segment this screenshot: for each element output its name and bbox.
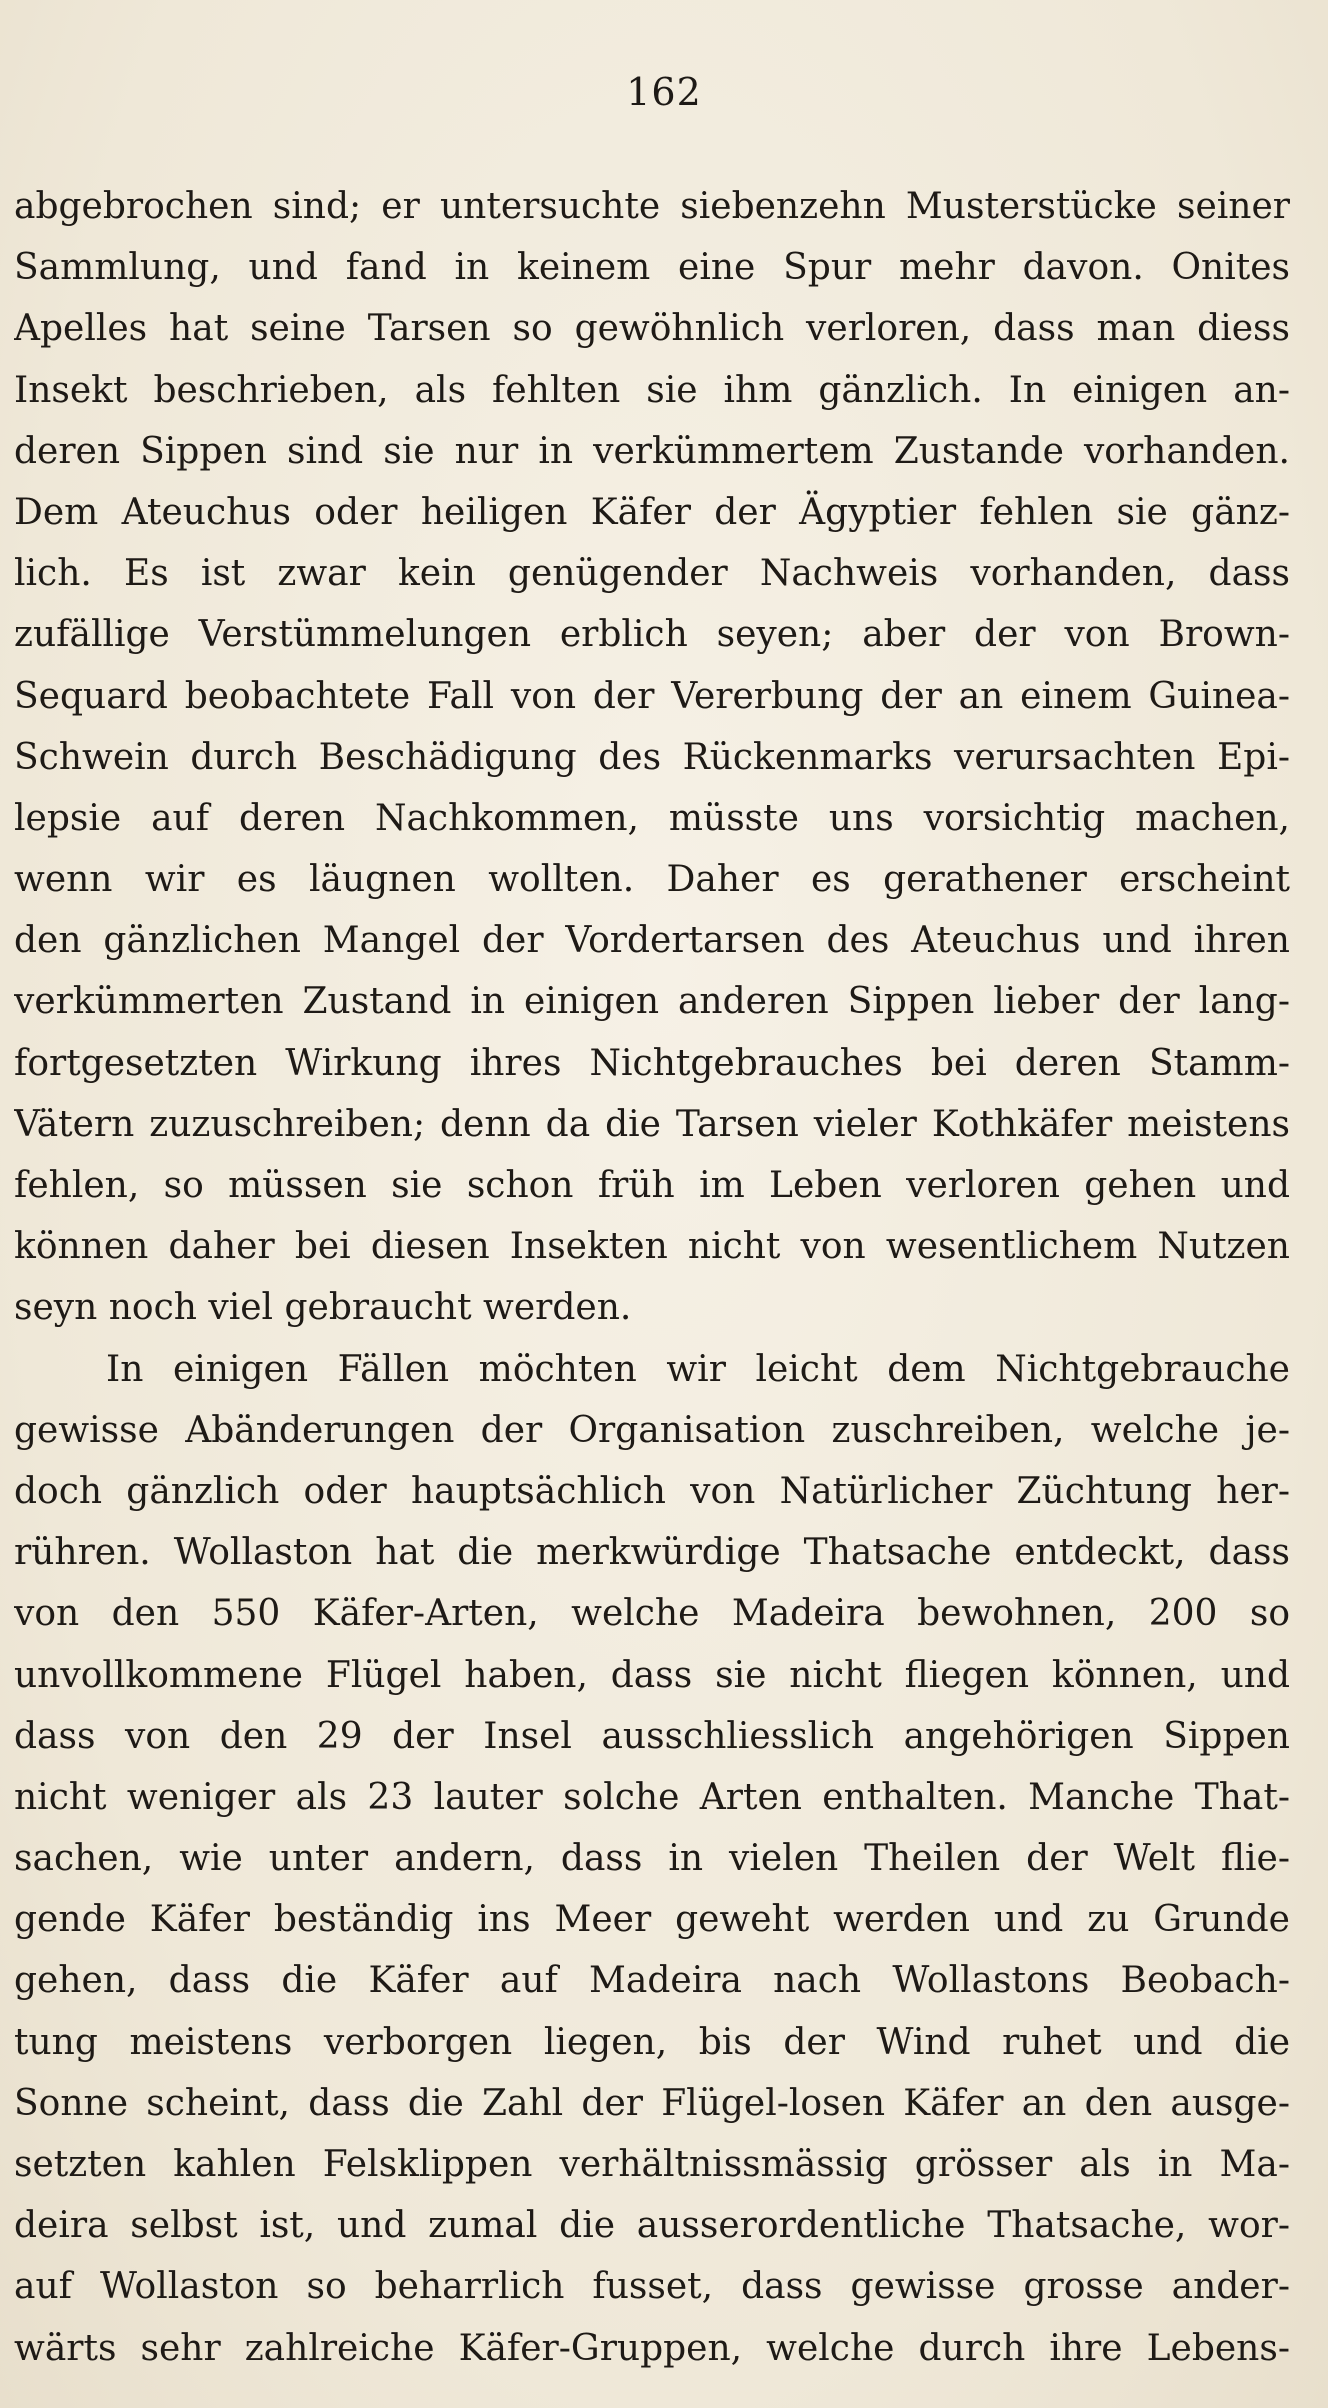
text-line: fehlen, so müssen sie schon früh im Leben verloren gehen und [14, 1165, 1290, 1206]
text-line: gewisse Abänderungen der Organisation zuschreiben, welche je- [14, 1409, 1290, 1451]
text-line: Sequard beobachtete Fall von der Vererbung der an einem Guinea- [14, 675, 1290, 717]
body-text [14, 176, 1290, 2379]
text-line: lepsie auf deren Nachkommen, müsste uns vorsichtig machen, [14, 797, 1290, 839]
text-line: verkümmerten Zustand in einigen anderen Sippen lieber der lang- [14, 981, 1290, 1023]
text-line: doch gänzlich oder hauptsächlich von Natürlicher Züchtung her- [14, 1470, 1290, 1512]
text-line: dass von den 29 der Insel ausschliesslich angehörigen Sippen [14, 1715, 1290, 1757]
text-line: deren Sippen sind sie nur in verkümmertem Zustande vorhanden. [14, 430, 1290, 472]
text-line: den gänzlichen Mangel der Vordertarsen des Ateuchus und ihren [14, 920, 1290, 962]
text-line: Apelles hat seine Tarsen so gewöhnlich verloren, dass man diess [14, 308, 1290, 350]
text-line: Sammlung, und fand in keinem eine Spur mehr davon. Onites [14, 247, 1290, 289]
paragraph-first-line: In einigen Fällen möchten wir leicht dem Nichtgebrauche [106, 1348, 1290, 1390]
text-line: auf Wollaston so beharrlich fusset, dass gewisse grosse ander- [14, 2266, 1290, 2308]
text-line: tung meistens verborgen liegen, bis der Wind ruhet und die [14, 2021, 1290, 2063]
text-line: rühren. Wollaston hat die merkwürdige Thatsache entdeckt, dass [14, 1532, 1290, 1574]
page-number: 162 [626, 70, 702, 114]
text-line: von den 550 Käfer-Arten, welche Madeira bewohnen, 200 so [14, 1593, 1290, 1635]
text-line: unvollkommene Flügel haben, dass sie nicht fliegen können, und [14, 1654, 1290, 1696]
text-line: gehen, dass die Käfer auf Madeira nach Wollastons Beobach- [14, 1960, 1290, 2002]
text-line: Schwein durch Beschädigung des Rückenmarks verursachten Epi- [14, 736, 1290, 778]
text-line: seyn noch viel gebraucht werden. [14, 1287, 632, 1329]
text-line: gende Käfer beständig ins Meer geweht werden und zu Grunde [14, 1899, 1290, 1941]
text-line: Sonne scheint, dass die Zahl der Flügel-losen Käfer an den ausge- [14, 2082, 1290, 2124]
text-line: nicht weniger als 23 lauter solche Arten enthalten. Manche That- [14, 1776, 1290, 1818]
text-line: Vätern zuzuschreiben; denn da die Tarsen vieler Kothkäfer meistens [14, 1103, 1290, 1145]
text-line: fortgesetzten Wirkung ihres Nichtgebrauches bei deren Stamm- [14, 1042, 1290, 1084]
text-line: sachen, wie unter andern, dass in vielen Theilen der Welt flie- [14, 1838, 1290, 1880]
text-line: abgebrochen sind; er untersuchte siebenzehn Musterstücke seiner [14, 186, 1290, 227]
text-line: zufällige Verstümmelungen erblich seyen; aber der von Brown- [14, 614, 1290, 656]
text-line: wärts sehr zahlreiche Käfer-Gruppen, welche durch ihre Lebens- [14, 2327, 1290, 2369]
text-line: deira selbst ist, und zumal die ausserordentliche Thatsache, wor- [14, 2205, 1290, 2247]
text-line: lich. Es ist zwar kein genügender Nachweis vorhanden, dass [14, 553, 1290, 595]
text-line: Dem Ateuchus oder heiligen Käfer der Ägyptier fehlen sie gänz- [14, 491, 1290, 533]
text-line: setzten kahlen Felsklippen verhältnissmässig grösser als in Ma- [14, 2144, 1290, 2185]
text-line: können daher bei diesen Insekten nicht von wesentlichem Nutzen [14, 1226, 1290, 1268]
text-line: Insekt beschrieben, als fehlten sie ihm gänzlich. In einigen an- [14, 369, 1290, 411]
text-line: wenn wir es läugnen wollten. Daher es gerathener erscheint [14, 859, 1290, 901]
